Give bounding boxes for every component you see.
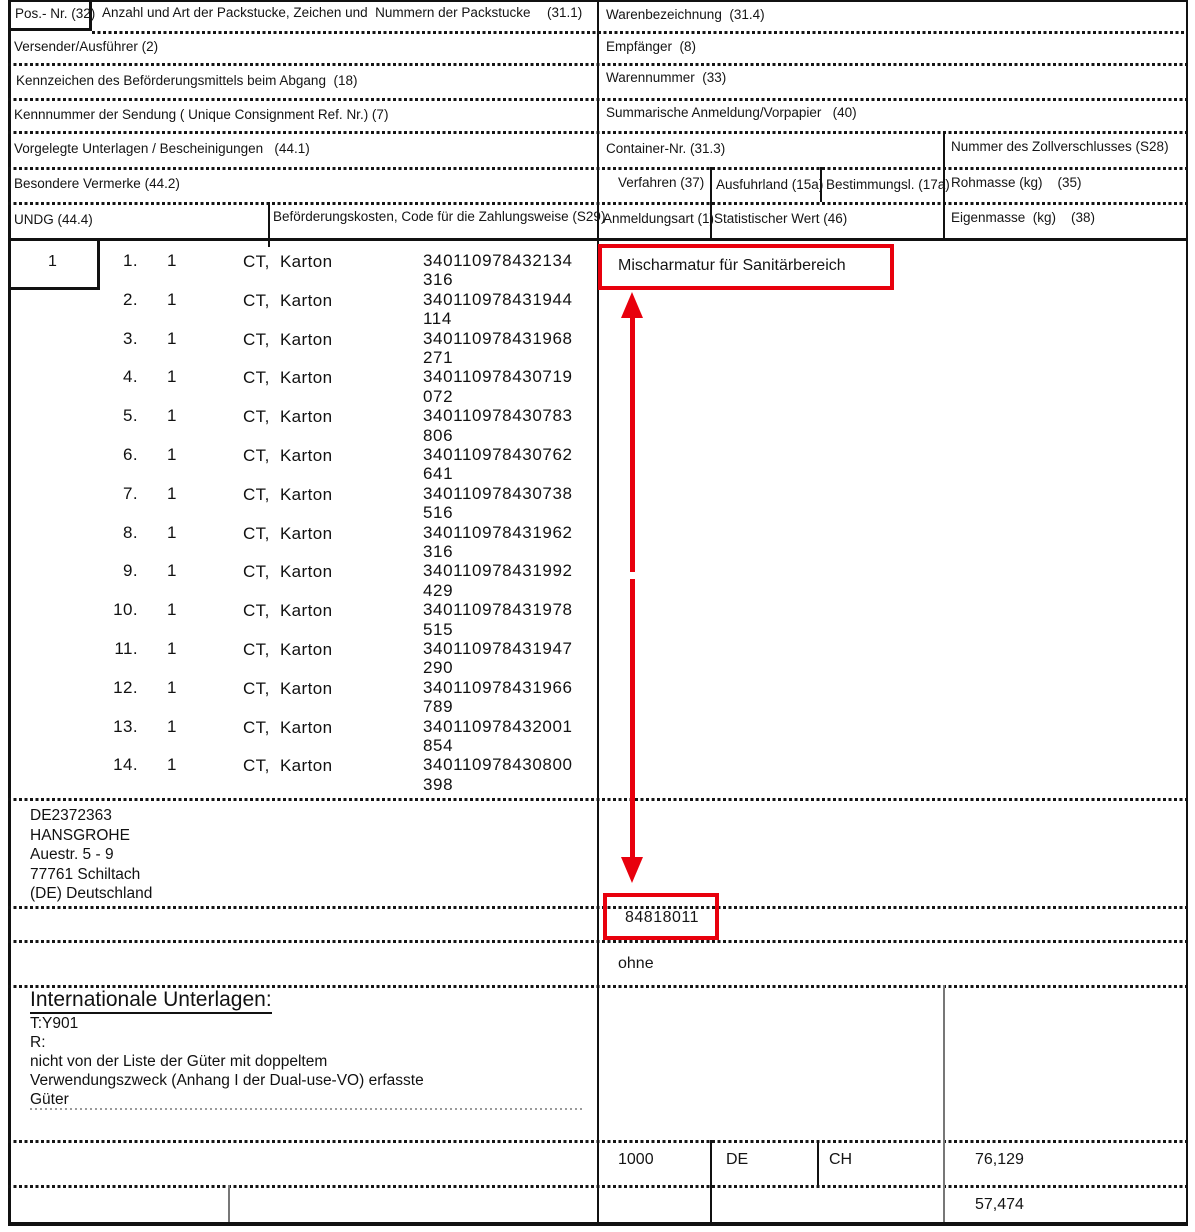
divider-row4 [8, 131, 1186, 134]
label-bestimmungsl: Bestimmungsl. (17a) [826, 177, 950, 192]
package-kind: CT, Karton [243, 290, 333, 310]
tariff-number: 84818011 [625, 909, 699, 926]
label-zollverschluss: Nummer des Zollverschlusses (S28) [951, 139, 1169, 154]
gross-mass: 76,129 [975, 1151, 1024, 1168]
package-row [0, 716, 597, 755]
package-number [423, 367, 573, 406]
documents-line: nicht von der Liste der Güter mit doppeltem [30, 1053, 328, 1070]
package-kind: CT, Karton [243, 329, 333, 349]
col-divider-verfahren [710, 167, 712, 238]
divider-unterlagen-verfahren [8, 1140, 1186, 1143]
package-seq: 11. [114, 638, 138, 658]
package-qty: 1 [167, 755, 177, 775]
package-seq: 6. [123, 444, 138, 464]
package-kind: CT, Karton [243, 562, 333, 582]
package-number-line2: 316 [423, 541, 454, 561]
package-seq: 10. [113, 600, 138, 620]
label-empfaenger: Empfänger (8) [606, 39, 697, 54]
address-line: Auestr. 5 - 9 [30, 846, 114, 863]
consignee-address [30, 806, 152, 904]
label-kennzeichen: Kennzeichen des Beförderungsmittels beim Abgang (18) [16, 73, 358, 88]
package-number-line1: 340110978430762 [423, 444, 573, 464]
position-number: 1 [48, 253, 57, 270]
pos-nr-box-bottom [8, 28, 92, 31]
package-qty: 1 [167, 677, 177, 697]
package-seq: 2. [123, 289, 138, 309]
package-row [0, 599, 597, 638]
international-documents-title-text: Internationale Unterlagen: [30, 988, 272, 1014]
label-packstuecke-code: (31.1) [547, 5, 583, 20]
address-line: (DE) Deutschland [30, 885, 153, 902]
package-list [0, 250, 597, 793]
package-row [0, 638, 597, 677]
annotation-arrow-segment-top [630, 316, 635, 572]
package-number-line1: 340110978431978 [423, 600, 573, 620]
label-anmeldungsart: Anmeldungsart (1) [603, 211, 715, 226]
package-number-line1: 340110978431968 [423, 328, 573, 348]
package-kind: CT, Karton [243, 407, 333, 427]
package-number-line1: 340110978430800 [423, 755, 573, 775]
divider-address-warennummer [8, 906, 1186, 909]
package-number-line1: 340110978431966 [423, 677, 573, 697]
package-number-line1: 340110978431944 [423, 289, 573, 309]
procedure-code: 1000 [618, 1151, 654, 1168]
col-divider-ausfuhrland-bottom [817, 1140, 819, 1185]
package-row [0, 522, 597, 561]
package-qty: 1 [167, 328, 177, 348]
label-ausfuhrland: Ausfuhrland (15a) [716, 177, 824, 192]
border-right [1186, 0, 1188, 1226]
divider-row2 [8, 63, 1186, 66]
package-row [0, 483, 597, 522]
package-number [423, 717, 573, 756]
net-mass: 57,474 [975, 1196, 1024, 1213]
label-container: Container-Nr. (31.3) [606, 141, 726, 156]
package-seq: 12. [113, 677, 138, 697]
package-number [423, 484, 573, 523]
package-kind: CT, Karton [243, 523, 333, 543]
package-number [423, 329, 573, 368]
col-divider-undg [268, 202, 270, 247]
package-number [423, 639, 573, 678]
label-vorgelegte: Vorgelegte Unterlagen / Bescheinigungen (44.1) [14, 141, 310, 156]
package-kind: CT, Karton [243, 601, 333, 621]
label-befoerderungskosten: Beförderungskosten, Code für die Zahlungsweise (S29) [273, 209, 606, 224]
package-row [0, 250, 597, 289]
documents-line: T:Y901 [30, 1015, 79, 1032]
international-documents-lines [30, 1014, 424, 1109]
package-number-line2: 806 [423, 425, 454, 445]
annotation-arrowhead-up-icon [621, 292, 643, 318]
documents-line: Güter [30, 1091, 69, 1108]
package-number [423, 755, 573, 794]
package-number [423, 251, 573, 290]
label-pos-nr: Pos.- Nr. (32) [15, 6, 96, 21]
package-kind: CT, Karton [243, 756, 333, 776]
package-number-line2: 789 [423, 697, 454, 717]
package-seq: 14. [113, 755, 138, 775]
package-qty: 1 [167, 638, 177, 658]
vorpapier-value: ohne [618, 955, 654, 972]
package-seq: 7. [123, 483, 138, 503]
package-number-line2: 515 [423, 619, 454, 639]
divider-warennummer-vorpapier [8, 940, 1186, 943]
package-number-line2: 641 [423, 464, 454, 484]
header-bottom-line [8, 238, 1188, 241]
address-line: DE2372363 [30, 807, 112, 824]
package-number [423, 406, 573, 445]
package-number-line1: 340110978430738 [423, 483, 573, 503]
annotation-arrowhead-down-icon [621, 857, 643, 883]
label-kennnummer: Kennnummer der Sendung ( Unique Consignment Ref. Nr.) (7) [14, 107, 389, 122]
export-country: DE [726, 1151, 749, 1168]
package-number-line2: 114 [423, 309, 452, 329]
destination-country: CH [829, 1151, 853, 1168]
documents-line: R: [30, 1034, 46, 1051]
package-number-line1: 340110978431962 [423, 522, 573, 542]
package-number-line2: 429 [423, 580, 454, 600]
package-number-line2: 854 [423, 735, 454, 755]
divider-row3 [8, 98, 1186, 101]
address-line: HANSGROHE [30, 826, 130, 844]
center-divider [597, 0, 599, 1222]
annotation-arrow-segment-bottom [630, 579, 635, 858]
divider-row6 [8, 202, 1186, 205]
package-number [423, 600, 573, 639]
international-documents-title [30, 988, 272, 1012]
package-seq: 3. [123, 328, 138, 348]
package-row [0, 677, 597, 716]
package-seq: 9. [123, 561, 138, 581]
label-verfahren: Verfahren (37) [618, 175, 705, 190]
package-row [0, 366, 597, 405]
col-divider-statwert-bottom [943, 985, 945, 1222]
package-qty: 1 [167, 406, 177, 426]
col-divider-verfahren-bottom [710, 1140, 712, 1222]
package-row [0, 754, 597, 793]
package-seq: 13. [113, 716, 138, 736]
goods-description: Mischarmatur für Sanitärbereich [618, 257, 846, 274]
package-number-line2: 271 [423, 348, 454, 367]
package-number-line2: 316 [423, 270, 454, 290]
documents-line: Verwendungszweck (Anhang I der Dual-use-VO) erfasste [30, 1072, 424, 1089]
package-number-line1: 340110978430719 [423, 367, 573, 387]
package-kind: CT, Karton [243, 445, 333, 465]
package-number [423, 561, 573, 600]
package-number-line1: 340110978430783 [423, 406, 573, 426]
package-qty: 1 [167, 444, 177, 464]
package-row [0, 289, 597, 328]
package-qty: 1 [167, 367, 177, 387]
package-qty: 1 [167, 522, 177, 542]
package-kind: CT, Karton [243, 717, 333, 737]
package-number [423, 290, 573, 329]
package-number-line1: 340110978432134 [423, 251, 573, 270]
package-row [0, 560, 597, 599]
package-seq: 5. [123, 406, 138, 426]
label-eigenmasse: Eigenmasse (kg) (38) [951, 210, 1096, 225]
package-kind: CT, Karton [243, 678, 333, 698]
package-number [423, 523, 573, 562]
label-versender: Versender/Ausführer (2) [14, 39, 159, 54]
package-seq: 8. [123, 522, 138, 542]
label-rohmasse: Rohmasse (kg) (35) [951, 175, 1082, 190]
label-summarische: Summarische Anmeldung/Vorpapier (40) [606, 105, 857, 120]
package-number [423, 445, 573, 484]
label-packstuecke: Anzahl und Art der Packstucke, Zeichen und Nummern der Packstucke [102, 5, 531, 20]
package-number-line2: 290 [423, 658, 454, 678]
address-line: 77761 Schiltach [30, 865, 141, 883]
col-divider-bottomleft [228, 1185, 230, 1222]
package-qty: 1 [167, 483, 177, 503]
package-number-line1: 340110978432001 [423, 716, 573, 736]
border-bottom [8, 1222, 1188, 1226]
package-number-line2: 072 [423, 386, 454, 406]
package-qty: 1 [167, 716, 177, 736]
label-warenbezeichnung: Warenbezeichnung (31.4) [606, 7, 765, 22]
package-number-line2: 398 [423, 774, 454, 794]
label-besondere: Besondere Vermerke (44.2) [14, 176, 180, 191]
package-kind: CT, Karton [243, 368, 333, 388]
package-qty: 1 [167, 561, 177, 581]
package-number [423, 678, 573, 717]
package-number-line1: 340110978431947 [423, 638, 573, 658]
package-number-line2: 516 [423, 503, 454, 523]
package-qty: 1 [167, 600, 177, 620]
divider-row1 [92, 31, 1186, 34]
highlight-box-tariff-number [603, 893, 719, 940]
package-seq: 4. [123, 367, 138, 387]
package-number-line1: 340110978431992 [423, 561, 573, 581]
package-row [0, 405, 597, 444]
divider-row5 [8, 167, 1186, 170]
package-qty: 1 [167, 289, 177, 309]
label-statistischer-wert: Statistischer Wert (46) [714, 211, 848, 226]
label-warennummer: Warennummer (33) [606, 70, 727, 85]
package-kind: CT, Karton [243, 484, 333, 504]
package-kind: CT, Karton [243, 252, 333, 271]
package-qty: 1 [167, 251, 177, 270]
package-row [0, 444, 597, 483]
highlight-box-goods-description [598, 244, 894, 290]
divider-items-address [8, 798, 1186, 801]
package-seq: 1. [123, 251, 138, 270]
package-row [0, 328, 597, 367]
package-kind: CT, Karton [243, 639, 333, 659]
label-undg: UNDG (44.4) [14, 212, 93, 227]
divider-verfahren-eigenmasse [8, 1185, 1186, 1188]
